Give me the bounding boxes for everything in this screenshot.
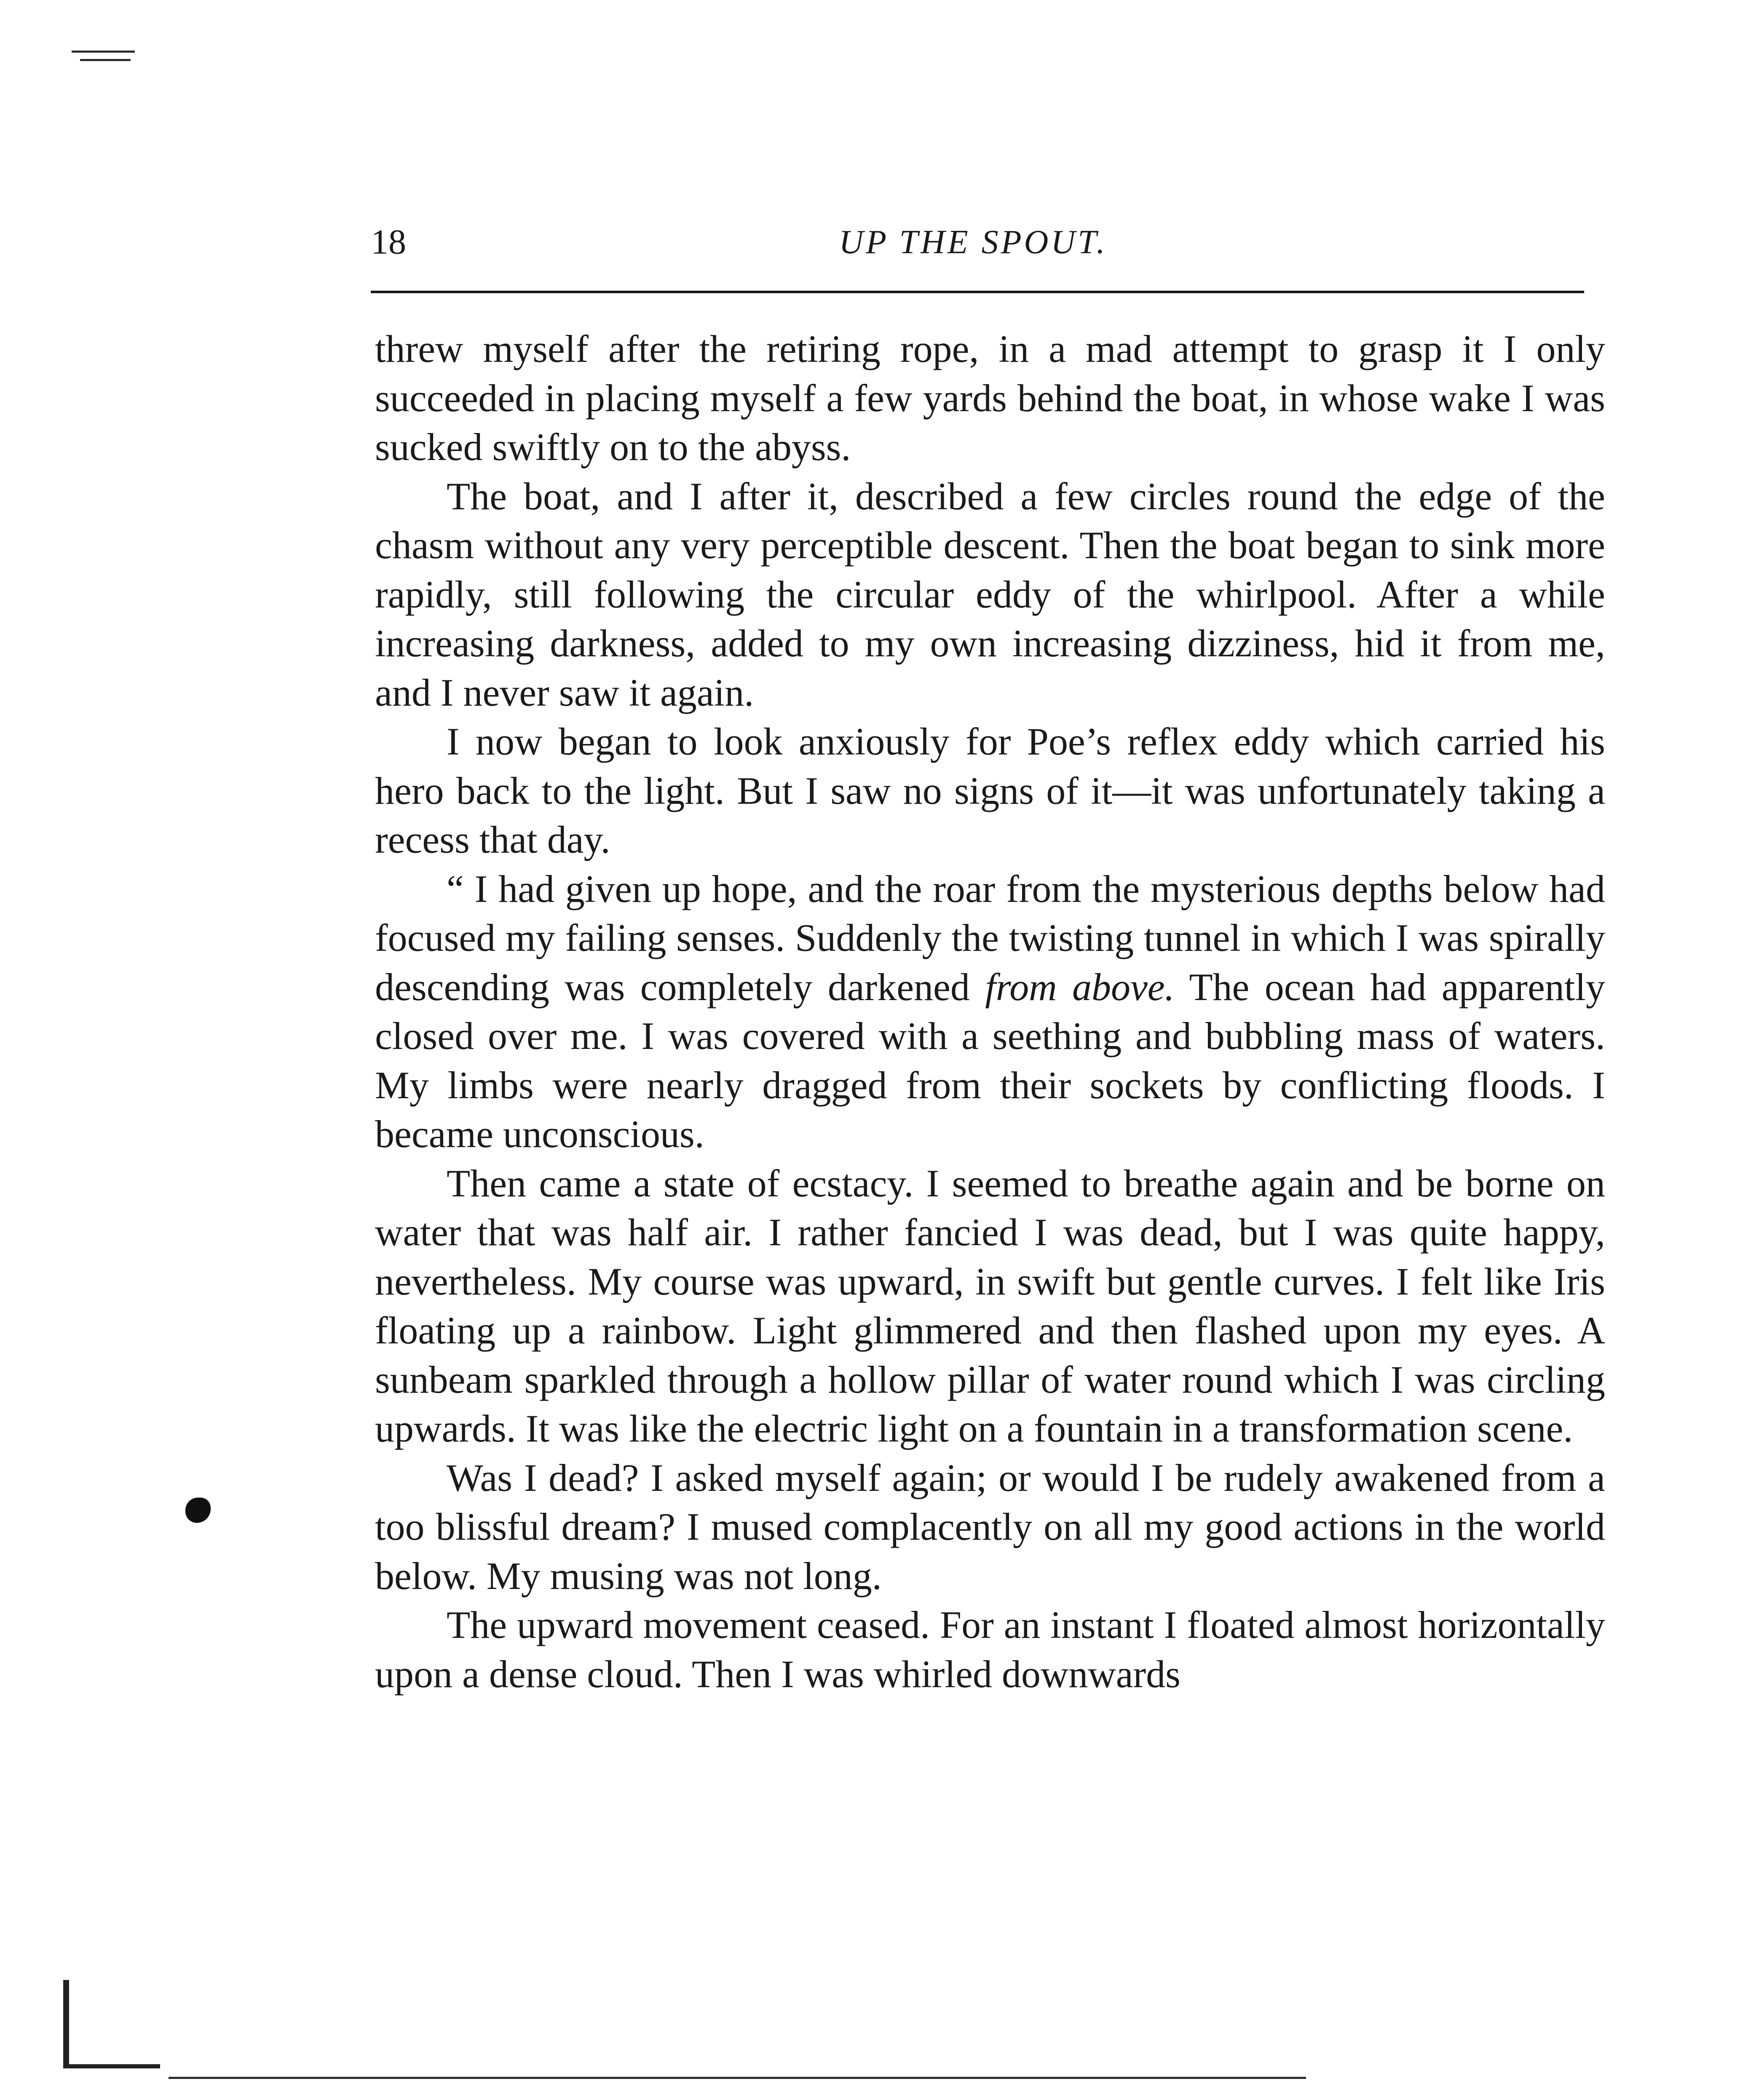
margin-mark-top <box>72 51 135 53</box>
paragraph-1: threw myself after the retiring rope, in a mad attempt to grasp it I only succeeded in placing myself a few yards behind the boat, in whose wake I was sucked swiftly on to the abyss. <box>375 327 1605 468</box>
paragraph-4-italic: from above. <box>985 965 1175 1009</box>
paragraph-6: Was I dead? I asked myself again; or would I be rudely awakened from a too blissful dream? I mused complacently on all my good actions in the world below. My musing was not long. <box>375 1456 1605 1597</box>
body-text <box>375 324 1605 1699</box>
running-title: UP THE SPOUT. <box>839 224 1108 261</box>
page-header <box>371 219 1576 265</box>
binding-mark <box>63 1980 69 2068</box>
ink-blot <box>185 1498 211 1523</box>
paragraph-4-text-after: The ocean had apparently closed over me. I was covered with a seething and bubbling mass of waters. My limbs were nearly dragged from their sockets by conflicting floods. I became unconscious. <box>375 965 1606 1156</box>
paragraph-5: Then came a state of ecstacy. I seemed to breathe again and be borne on water that was half air. I rather fancied I was dead, but I was quite happy, nevertheless. My course was upward, in swift but gentle curves. I felt like Iris floating up a rainbow. Light glimmered and then flashed upon my eyes. A sunbeam sparkled through a hollow pillar of water round which I was circling upwards. It was like the electric light on a fountain in a transformation scene. <box>375 1161 1605 1450</box>
paragraph-2: The boat, and I after it, described a few circles round the edge of the chasm without any very perceptible descent. Then the boat began to sink more rapidly, still following the circular eddy of the whirlpool. After a while increasing darkness, added to my own increasing dizziness, hid it from me, and I never saw it again. <box>375 474 1605 714</box>
paragraph-3: I now began to look anxiously for Poe’s reflex eddy which carried his hero back to the light. But I saw no signs of it—it was unfortunately taking a recess that day. <box>375 720 1605 861</box>
bottom-rule <box>169 2077 1306 2079</box>
binding-mark-base <box>63 2064 160 2068</box>
page-number: 18 <box>371 222 406 262</box>
paragraph-7: The upward movement ceased. For an instant I floated almost horizontally upon a dense cloud. Then I was whirled downwards <box>375 1603 1605 1696</box>
margin-mark-top-lower <box>80 59 131 61</box>
header-rule <box>371 291 1584 293</box>
paragraph-4-text-before: “ I had given up hope, and the roar from the mysterious depths below had focused my failing senses. Suddenly the twisting tunnel in which I was spirally descending was completely darkened <box>375 867 1605 1009</box>
paragraph-4 <box>375 864 1605 1159</box>
